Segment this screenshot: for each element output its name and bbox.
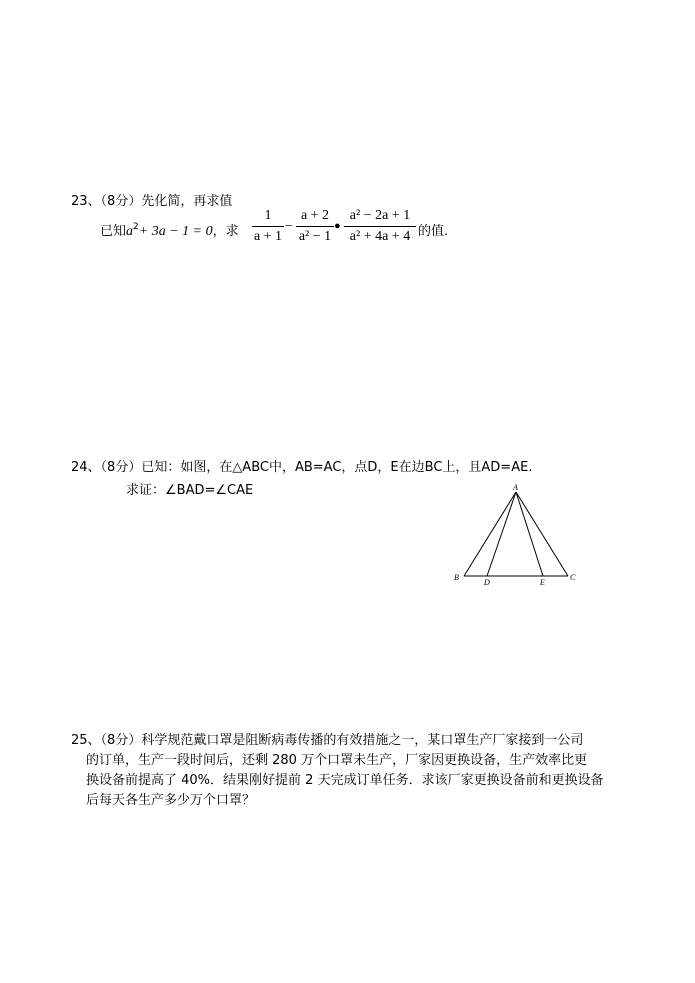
q23-given-prefix: 已知: [100, 224, 127, 239]
q24-header: 24、（8分）已知：如图，在△ABC中，AB=AC，点D，E在边BC上，且AD=AE.: [71, 460, 533, 475]
q23-frac3-den: a² + 4a + 4: [349, 229, 411, 244]
q23-header: 23、（8分）先化简，再求值: [71, 194, 233, 209]
label-e: E: [540, 578, 545, 587]
q23-frac1-den: a + 1: [253, 229, 283, 244]
q23-minus: −: [285, 219, 293, 234]
segment-ad: [487, 492, 516, 576]
q23-frac3-num: a² − 2a + 1: [344, 208, 416, 227]
label-d: D: [484, 578, 490, 587]
q23-suffix: 的值.: [418, 224, 449, 239]
triangle-figure: [450, 482, 580, 590]
q23-frac2-num: a + 2: [296, 208, 334, 227]
q23-frac2-den: a² − 1: [298, 229, 332, 244]
q23-dot: ●: [334, 220, 341, 232]
q23-fraction-3: [344, 208, 416, 245]
q25-line-3: 换设备前提高了 40%．结果刚好提前 2 天完成订单任务．求该厂家更换设备前和更换设备: [86, 773, 604, 788]
segment-ab: [464, 492, 516, 576]
q23-given-line: 已知$a^2+ 3a - 1 = 0$，求: [100, 222, 239, 239]
segment-ae: [516, 492, 543, 576]
label-a: A: [513, 483, 518, 492]
q23-frac1-num: 1: [252, 208, 284, 227]
q23-fraction-2: [296, 208, 334, 245]
q23-ask: ，求: [212, 224, 239, 239]
label-b: B: [454, 573, 459, 582]
q25-line-2: 的订单，生产一段时间后，还剩 280 万个口罩未生产，厂家因更换设备，生产效率比更: [86, 753, 588, 768]
q25-line-1: 25、（8分）科学规范戴口罩是阻断病毒传播的有效措施之一，某口罩生产厂家接到一公司: [71, 733, 584, 748]
segment-ac: [516, 492, 568, 576]
q24-prove: 求证：∠BAD=∠CAE: [126, 483, 254, 498]
q25-line-4: 后每天各生产多少万个口罩？: [86, 793, 256, 808]
q23-fraction-1: [252, 208, 284, 245]
q23-given-rest: + 3a − 1 = 0: [138, 224, 213, 239]
label-c: C: [570, 573, 576, 582]
q23-given-a: a: [126, 224, 134, 239]
